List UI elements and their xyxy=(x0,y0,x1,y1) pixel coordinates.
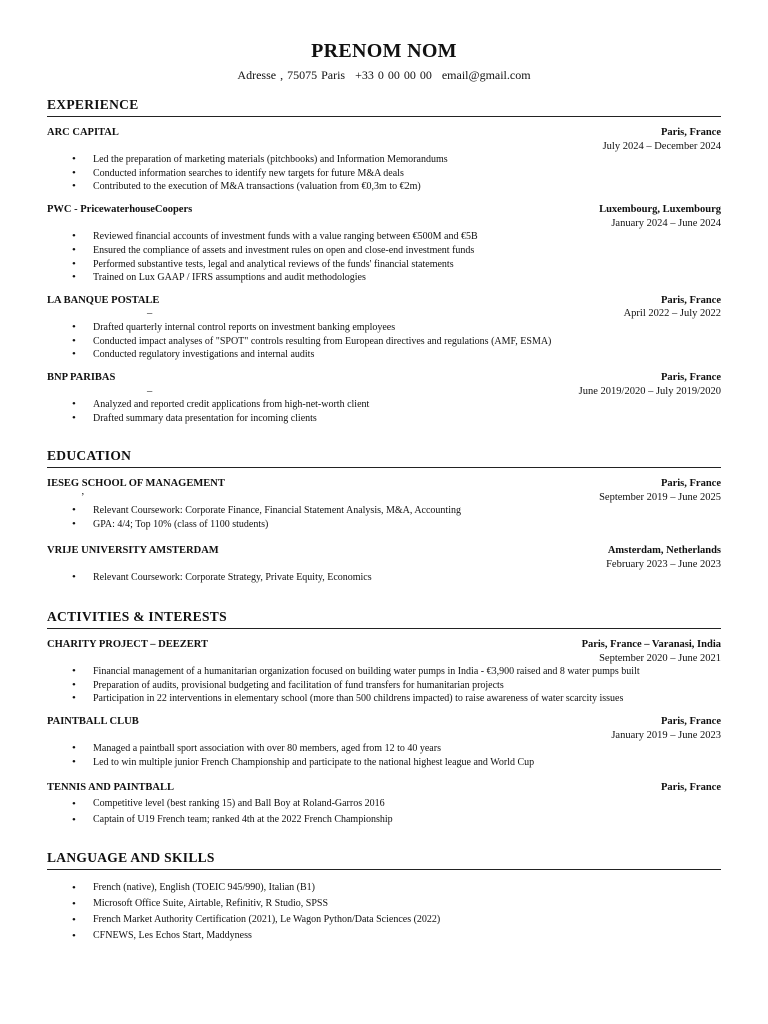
entry-bullets xyxy=(47,398,721,425)
bullet-item: • Performed substantive tests, legal and analytical reviews of the funds' financial statements xyxy=(47,258,721,272)
activity-entry-tennis xyxy=(47,781,721,829)
bullet-item: • Financial management of a humanitarian organization focused on building water pumps in India - €3,900 raised and 8 water pumps built xyxy=(47,665,721,679)
skills-section xyxy=(47,850,721,944)
entry-date: June 2019/2020 – July 2019/2020 xyxy=(578,385,721,397)
entry-location: Paris, France xyxy=(660,294,721,306)
entry-date: July 2024 – December 2024 xyxy=(602,140,721,152)
entry-location: Paris, France xyxy=(660,372,721,384)
bullet-item: • Conducted information searches to identify new targets for future M&A deals xyxy=(47,167,721,181)
entry-date: January 2019 – June 2023 xyxy=(611,729,721,741)
section-title-activities: ACTIVITIES & INTERESTS xyxy=(47,609,721,629)
experience-entry-bnp xyxy=(47,371,721,425)
bullet-item: • Trained on Lux GAAP / IFRS assumptions and audit methodologies xyxy=(47,271,721,285)
activity-entry-charity xyxy=(47,638,721,706)
bullet-item: • Preparation of audits, provisional budgeting and facilitation of fund transfers for humanitarian projects xyxy=(47,679,721,693)
activity-entry-paintball-club xyxy=(47,715,721,769)
entry-bullets xyxy=(47,665,721,706)
section-title-experience: EXPERIENCE xyxy=(47,97,721,117)
bullet-item: • Ensured the compliance of assets and investment rules on open and close-end investment funds xyxy=(47,244,721,258)
entry-date: January 2024 – June 2024 xyxy=(611,217,721,229)
entry-location: Paris, France – Varanasi, India xyxy=(581,639,721,650)
bullet-item: • Drafted quarterly internal control reports on investment banking employees xyxy=(47,321,721,335)
bullet-item: • GPA: 4/4; Top 10% (class of 1100 students) xyxy=(47,518,721,532)
bullet-item: • Led to win multiple junior French Championship and participate to the national highest league and World Cup xyxy=(47,756,721,770)
bullet-item: • CFNEWS, Les Echos Start, Maddyness xyxy=(47,928,721,944)
entry-bullets xyxy=(47,571,721,585)
entry-location: Paris, France xyxy=(660,781,721,793)
entry-location: Paris, France xyxy=(660,127,721,138)
bullet-item: • Contributed to the execution of M&A transactions (valuation from €0,3m to €2m) xyxy=(47,180,721,194)
education-section xyxy=(47,448,721,585)
entry-date: April 2022 – July 2022 xyxy=(623,308,721,320)
experience-entry-pwc xyxy=(47,203,721,285)
activities-section xyxy=(47,609,721,828)
bullet-item: • Analyzed and reported credit applications from high-net-worth client xyxy=(47,398,721,412)
entry-org: IESEG SCHOOL OF MANAGEMENT xyxy=(47,478,225,489)
bullet-item: • French Market Authority Certification (2021), Le Wagon Python/Data Sciences (2022) xyxy=(47,912,721,928)
education-entry-ieseg xyxy=(47,477,721,531)
bullet-item: • Relevant Coursework: Corporate Finance, Financial Statement Analysis, M&A, Accounting xyxy=(47,504,721,518)
entry-org: TENNIS AND PAINTBALL xyxy=(47,781,174,793)
bullet-item: • Captain of U19 French team; ranked 4th at the 2022 French Championship xyxy=(47,812,721,828)
experience-entry-banque-postale xyxy=(47,294,721,362)
contact-address: Adresse , 75075 Paris xyxy=(237,68,346,82)
bullet-item: • Competitive level (best ranking 15) and Ball Boy at Roland-Garros 2016 xyxy=(47,796,721,812)
bullet-item: • Reviewed financial accounts of investment funds with a value ranging between €500M and €5B xyxy=(47,230,721,244)
contact-line xyxy=(0,68,768,83)
entry-bullets xyxy=(47,230,721,285)
bullet-item: • Drafted summary data presentation for incoming clients xyxy=(47,412,721,426)
entry-location: Paris, France xyxy=(660,716,721,728)
entry-org: ARC CAPITAL xyxy=(47,127,119,138)
bullet-item: • Microsoft Office Suite, Airtable, Refinitiv, R Studio, SPSS xyxy=(47,896,721,912)
entry-org: PWC - PricewaterhouseCoopers xyxy=(47,204,193,216)
section-title-education: EDUCATION xyxy=(47,448,721,468)
entry-role: ’ xyxy=(81,491,85,503)
entry-role: – xyxy=(147,385,153,397)
bullet-item: • Conducted regulatory investigations and internal audits xyxy=(47,348,721,362)
entry-bullets xyxy=(47,153,721,194)
contact-phone: +33 0 00 00 00 xyxy=(355,68,432,82)
bullet-item: • Relevant Coursework: Corporate Strategy, Private Equity, Economics xyxy=(47,571,721,585)
entry-org: VRIJE UNIVERSITY AMSTERDAM xyxy=(47,545,219,557)
entry-date: September 2019 – June 2025 xyxy=(599,491,721,503)
education-entry-vrije xyxy=(47,544,721,585)
bullet-item: • Managed a paintball sport association with over 80 members, aged from 12 to 40 years xyxy=(47,742,721,756)
contact-email: email@gmail.com xyxy=(441,68,531,82)
bullet-item: • Participation in 22 interventions in elementary school (more than 500 childrens impacted) to raise awareness of water scarcity issues xyxy=(47,692,721,706)
entry-date: February 2023 – June 2023 xyxy=(606,558,721,570)
entry-org: BNP PARIBAS xyxy=(47,372,116,384)
entry-location: Paris, France xyxy=(660,478,721,489)
entry-bullets xyxy=(47,742,721,769)
entry-bullets xyxy=(47,796,721,828)
entry-org: LA BANQUE POSTALE xyxy=(47,294,160,306)
entry-location: Luxembourg, Luxembourg xyxy=(599,204,721,216)
experience-section xyxy=(47,97,721,425)
skills-bullets xyxy=(47,880,721,944)
bullet-item: • Led the preparation of marketing materials (pitchbooks) and Information Memorandums xyxy=(47,153,721,167)
entry-date: September 2020 – June 2021 xyxy=(599,652,721,664)
bullet-item: • French (native), English (TOEIC 945/990), Italian (B1) xyxy=(47,880,721,896)
entry-bullets xyxy=(47,504,721,531)
bullet-item: • Conducted impact analyses of "SPOT" controls resulting from European directives and regulations (AMF, ESMA) xyxy=(47,335,721,349)
section-title-skills: LANGUAGE AND SKILLS xyxy=(47,850,721,870)
entry-org: PAINTBALL CLUB xyxy=(47,716,139,728)
entry-bullets xyxy=(47,321,721,362)
experience-entry-arc xyxy=(47,126,721,194)
candidate-name: PRENOM NOM xyxy=(311,40,457,62)
entry-location: Amsterdam, Netherlands xyxy=(607,545,721,557)
entry-org: CHARITY PROJECT – DEEZERT xyxy=(47,639,208,650)
entry-role: – xyxy=(147,308,153,320)
